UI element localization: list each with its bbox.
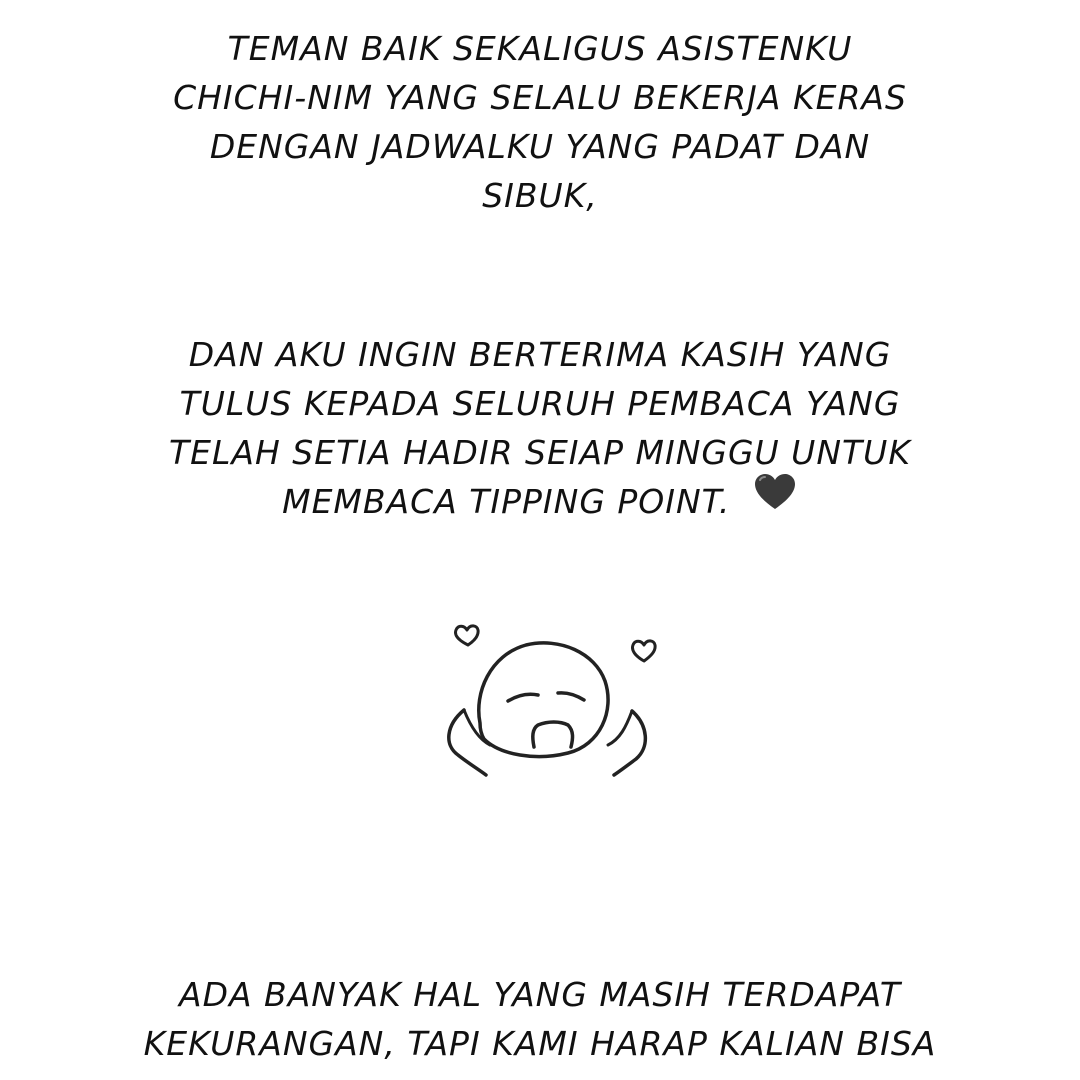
closing-paragraph <box>0 970 1080 1068</box>
black-heart-icon <box>752 472 798 525</box>
happy-face-with-hearts-icon <box>440 615 670 790</box>
text-line: MEMBACA TIPPING POINT. <box>282 482 731 521</box>
text-line: TEMAN BAIK SEKALIGUS ASISTENKU <box>227 29 853 68</box>
text-line: SIBUK, <box>482 176 598 215</box>
text-line: DENGAN JADWALKU YANG PADAT DAN <box>209 127 871 166</box>
text-line: TULUS KEPADA SELURUH PEMBACA YANG <box>179 384 901 423</box>
text-line-with-heart <box>0 477 1080 526</box>
text-line: DAN AKU INGIN BERTERIMA KASIH YANG <box>188 335 892 374</box>
thanks-paragraph-readers <box>0 330 1080 526</box>
thanks-paragraph-assistant <box>0 24 1080 220</box>
text-line: CHICHI-NIM YANG SELALU BEKERJA KERAS <box>173 78 907 117</box>
text-line: TELAH SETIA HADIR SEIAP MINGGU UNTUK <box>169 433 911 472</box>
text-line: KEKURANGAN, TAPI KAMI HARAP KALIAN BISA <box>143 1024 937 1063</box>
text-line: ADA BANYAK HAL YANG MASIH TERDAPAT <box>179 975 901 1014</box>
